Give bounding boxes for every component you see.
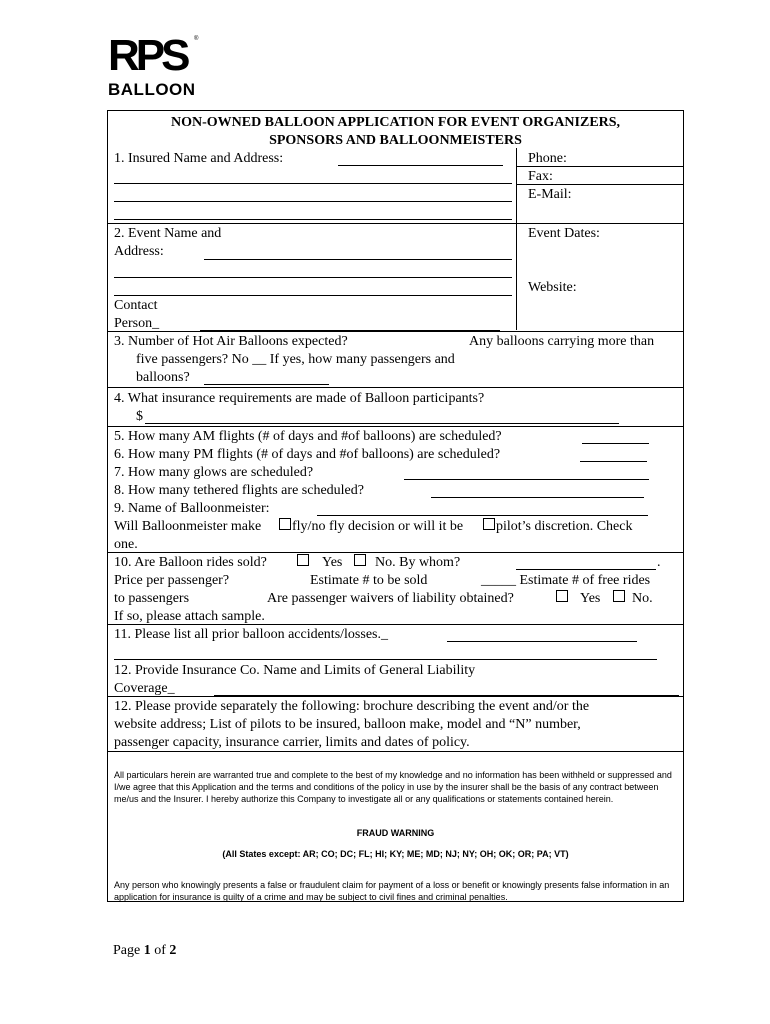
q6-pm-flights: 6. How many PM flights (# of days and #of balloons) are scheduled? <box>114 447 501 462</box>
registered-mark: ® <box>194 36 199 42</box>
q12b-line-2: website address; List of pilots to be insured, balloon make, model and “N” number, <box>114 717 581 732</box>
q10-to-passengers: to passengers <box>114 591 190 606</box>
q9-line[interactable] <box>317 515 648 516</box>
q3-balloons-label: balloons? <box>136 370 190 385</box>
q9-pilot-discretion: pilot’s discretion. Check <box>496 519 633 534</box>
q10-estimate-sold: Estimate # to be sold <box>310 573 428 588</box>
q10-divider <box>108 624 683 625</box>
waivers-no-checkbox[interactable] <box>613 590 625 602</box>
fraud-warning-title: FRAUD WARNING <box>356 828 435 838</box>
q10-no-by-whom: No. By whom? <box>375 555 461 570</box>
q9-divider <box>108 552 683 553</box>
q6-line[interactable] <box>580 461 647 462</box>
q5-am-flights: 5. How many AM flights (# of days and #of balloons) are scheduled? <box>114 429 502 444</box>
event-address-label: Address: <box>114 244 164 259</box>
declaration-text: All particulars herein are warranted true and complete to the best of my knowledge and no information has been withheld or suppressed and I/we agree that this Application and the terms and conditions of the policy in use by the insurer shall be the basis of any contract between me/us and the Insurer. I hereby authorize this Company to investigate all or any qualifications or statements contained herein. <box>114 770 672 804</box>
q3-divider <box>108 387 683 388</box>
q12b-line-3: passenger capacity, insurance carrier, limits and dates of policy. <box>114 735 470 750</box>
q9-fly-no-fly: fly/no fly decision or will it be <box>292 519 464 534</box>
fraud-warning-text: Any person who knowingly presents a false or fraudulent claim for payment of a loss or benefit or knowingly presents false information in an application for insurance is guilty of a crime and may be subject to civil fines and criminal penalties. <box>114 880 670 902</box>
page-label: Page <box>113 943 144 958</box>
insured-name-label: 1. Insured Name and Address: <box>114 151 284 166</box>
website-label: Website: <box>528 280 577 295</box>
q7-glows: 7. How many glows are scheduled? <box>114 465 314 480</box>
pilot-discretion-checkbox[interactable] <box>483 518 495 530</box>
rides-sold-no-checkbox[interactable] <box>354 554 366 566</box>
contact-label: Contact <box>114 298 158 313</box>
q10-waivers: Are passenger waivers of liability obtained? <box>267 591 514 606</box>
rps-balloon-logo <box>108 31 200 100</box>
q5-line[interactable] <box>582 443 649 444</box>
total-pages: 2 <box>169 943 177 958</box>
q3-more-than-five: Any balloons carrying more than <box>469 334 655 349</box>
form-title-line1: NON-OWNED BALLOON APPLICATION FOR EVENT ORGANIZERS, <box>170 115 621 130</box>
event-dates-label: Event Dates: <box>528 226 600 241</box>
q4-amount-line[interactable] <box>145 423 619 424</box>
q10-rides-sold: 10. Are Balloon rides sold? <box>114 555 267 570</box>
email-label: E-Mail: <box>528 187 572 202</box>
q7-line[interactable] <box>404 479 649 480</box>
page-of: of <box>150 943 170 958</box>
logo-mark: RPS <box>108 31 187 80</box>
q4-insurance-requirements: 4. What insurance requirements are made of Balloon participants? <box>114 391 485 406</box>
q4-dollar: $ <box>136 409 143 424</box>
q12b-divider <box>108 751 683 752</box>
q3-balloons-expected: 3. Number of Hot Air Balloons expected? <box>114 334 348 349</box>
event-name-label: 2. Event Name and <box>114 226 222 241</box>
q10-estimate-free: _____ Estimate # of free rides <box>481 573 651 588</box>
rides-sold-yes-checkbox[interactable] <box>297 554 309 566</box>
q4-divider <box>108 426 683 427</box>
q12-divider <box>108 696 683 697</box>
section-1-divider <box>108 223 683 224</box>
form-title-line2: SPONSORS AND BALLOONMEISTERS <box>269 133 522 148</box>
balloonmeister-decision-checkbox[interactable] <box>279 518 291 530</box>
q12-insurance-co: 12. Provide Insurance Co. Name and Limits of General Liability <box>114 663 476 678</box>
waivers-yes-checkbox[interactable] <box>556 590 568 602</box>
section-2-divider <box>108 331 683 332</box>
phone-label: Phone: <box>528 151 567 166</box>
q11-line-1[interactable] <box>447 641 637 642</box>
q11-prior-accidents: 11. Please list all prior balloon accidents/losses._ <box>114 627 388 642</box>
fax-label: Fax: <box>528 169 553 184</box>
insured-name-line[interactable] <box>338 165 503 166</box>
q10-no-2: No. <box>632 591 653 606</box>
q3-five-passengers: five passengers? No __ If yes, how many passengers and <box>136 352 455 367</box>
page-number <box>113 943 176 959</box>
fax-row-rule <box>516 184 683 185</box>
address-line-3[interactable] <box>114 219 512 220</box>
q12-coverage: Coverage_ <box>114 681 175 696</box>
event-address-line-2[interactable] <box>114 277 512 278</box>
q9-one: one. <box>114 537 138 552</box>
phone-row-rule <box>516 166 683 167</box>
q10-yes-2: Yes <box>580 591 601 606</box>
event-address-line-1[interactable] <box>204 259 512 260</box>
q9-balloonmeister-name: 9. Name of Balloonmeister: <box>114 501 270 516</box>
column-divider <box>516 148 517 330</box>
application-form <box>107 110 684 902</box>
q11-line-2[interactable] <box>114 659 657 660</box>
q10-by-whom-line[interactable] <box>516 569 656 570</box>
contact-person-label: Person_ <box>114 316 160 331</box>
q10-yes: Yes <box>322 555 343 570</box>
q3-balloons-line[interactable] <box>204 384 329 385</box>
q10-price-per-passenger: Price per passenger? <box>114 573 230 588</box>
current-page: 1 <box>143 943 151 958</box>
q8-line[interactable] <box>431 497 644 498</box>
address-line-2[interactable] <box>114 201 512 202</box>
q10-period: . <box>657 555 661 570</box>
logo-subtitle: BALLOON <box>108 80 196 99</box>
fraud-states: (All States except: AR; CO; DC; FL; HI; KY; ME; MD; NJ; NY; OH; OK; OR; PA; VT) <box>222 849 569 859</box>
event-address-line-3[interactable] <box>114 295 512 296</box>
q10-attach-sample: If so, please attach sample. <box>114 609 265 624</box>
q9-will-balloonmeister: Will Balloonmeister make <box>114 519 262 534</box>
q12b-line-1: 12. Please provide separately the following: brochure describing the event and/or the <box>114 699 590 714</box>
q8-tethered-flights: 8. How many tethered flights are scheduled? <box>114 483 364 498</box>
address-line-1[interactable] <box>114 183 512 184</box>
